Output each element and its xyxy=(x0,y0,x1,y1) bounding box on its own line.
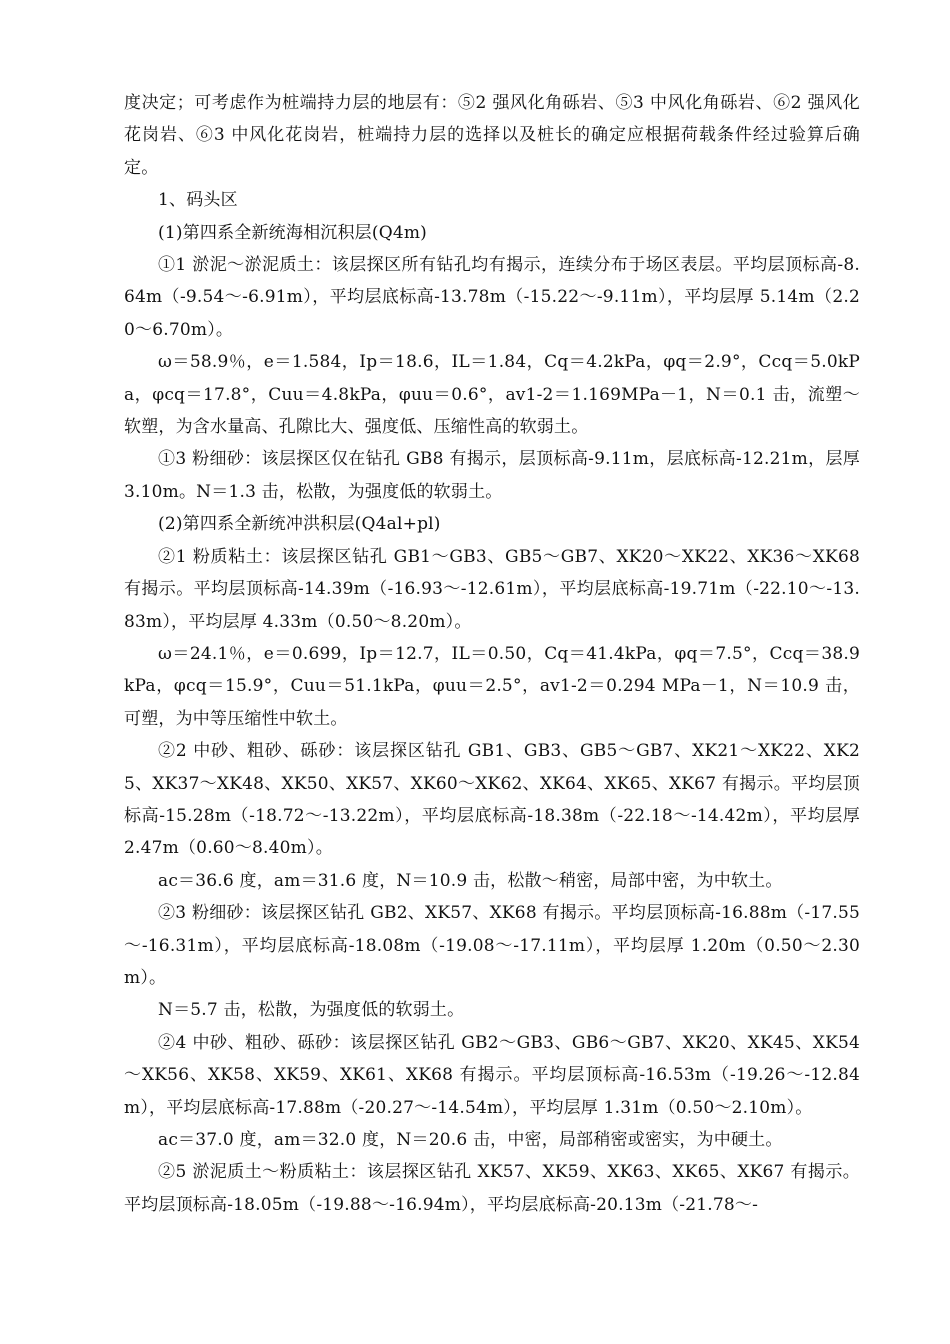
paragraph-layer-2-2: ②2 中砂、粗砂、砾砂：该层探区钻孔 GB1、GB3、GB5～GB7、XK21～XK22、XK25、XK37～XK48、XK50、XK57、XK60～XK62、XK64、XK65、XK67 有揭示。平均层顶标高-15.28m（-18.72～-13.22m），平均层底标高-18.38m（-22.18～-14.42m），平均层厚 2.47m（0.60～8.40m）。 xyxy=(124,741,860,859)
subsection-heading-alluvial-deposit: (2)第四系全新统冲洪积层(Q4al+pl) xyxy=(158,514,441,535)
paragraph-layer-1-1-params: ω＝58.9％，e＝1.584，Ip＝18.6，IL＝1.84，Cq＝4.2kPa，φq＝2.9°，Ccq＝5.0kPa，φcq＝17.8°，Cuu＝4.8kPa，φuu＝0.6°，av1-2＝1.169MPa－1，N＝0.1 击，流塑～软塑，为含水量高、孔隙比大、强度低、压缩性高的软弱土。 xyxy=(124,352,860,438)
paragraph-layer-2-3: ②3 粉细砂：该层探区钻孔 GB2、XK57、XK68 有揭示。平均层顶标高-16.88m（-17.55～-16.31m），平均层底标高-18.08m（-19.08～-17.11m），平均层厚 1.20m（0.50～2.30m）。 xyxy=(124,903,860,988)
paragraph-layer-2-3-params: N＝5.7 击，松散，为强度低的软弱土。 xyxy=(158,1000,465,1021)
paragraph-layer-2-4: ②4 中砂、粗砂、砾砂：该层探区钻孔 GB2～GB3、GB6～GB7、XK20、XK45、XK54～XK56、XK58、XK59、XK61、XK68 有揭示。平均层顶标高-16.53m（-19.26～-12.84m），平均层底标高-17.88m（-20.27～-14.54m），平均层厚 1.31m（0.50～2.10m）。 xyxy=(124,1032,860,1118)
section-heading-wharf-area: 1、码头区 xyxy=(158,190,238,211)
paragraph-layer-2-2-params: ac＝36.6 度，am＝31.6 度，N＝10.9 击，松散～稍密，局部中密，为中软土。 xyxy=(158,870,783,891)
paragraph-bearing-layer-conclusion: 度决定；可考虑作为桩端持力层的地层有：⑤2 强风化角砾岩、⑤3 中风化角砾岩、⑥2 强风化花岗岩、⑥3 中风化花岗岩，桩端持力层的选择以及桩长的确定应根据荷载条件经过验算后确定。 xyxy=(124,93,860,178)
document-body xyxy=(124,87,860,1221)
paragraph-layer-2-1: ②1 粉质粘土：该层探区钻孔 GB1～GB3、GB5～GB7、XK20～XK22、XK36～XK68 有揭示。平均层顶标高-14.39m（-16.93～-12.61m），平均层底标高-19.71m（-22.10～-13.83m），平均层厚 4.33m（0.50～8.20m）。 xyxy=(124,546,860,632)
paragraph-layer-2-4-params: ac＝37.0 度，am＝32.0 度，N＝20.6 击，中密，局部稍密或密实，为中硬土。 xyxy=(158,1130,783,1150)
paragraph-layer-1-1: ①1 淤泥～淤泥质土：该层探区所有钻孔均有揭示，连续分布于场区表层。平均层顶标高-8.64m（-9.54～-6.91m），平均层底标高-13.78m（-15.22～-9.11m），平均层厚 5.14m（2.20～6.70m）。 xyxy=(124,255,860,340)
paragraph-layer-2-1-params: ω＝24.1％，e＝0.699，Ip＝12.7，IL＝0.50，Cq＝41.4kPa，φq＝7.5°，Ccq＝38.9kPa，φcq＝15.9°，Cuu＝51.1kPa，φuu＝2.5°，av1-2＝0.294 MPa－1，N＝10.9 击，可塑，为中等压缩性中软土。 xyxy=(124,643,860,729)
paragraph-layer-1-3: ①3 粉细砂：该层探区仅在钻孔 GB8 有揭示，层顶标高-9.11m，层底标高-12.21m，层厚 3.10m。N＝1.3 击，松散，为强度低的软弱土。 xyxy=(124,449,860,502)
subsection-heading-marine-deposit: (1)第四系全新统海相沉积层(Q4m) xyxy=(158,222,428,243)
paragraph-layer-2-5: ②5 淤泥质土～粉质粘土：该层探区钻孔 XK57、XK59、XK63、XK65、XK67 有揭示。平均层顶标高-18.05m（-19.88～-16.94m），平均层底标高-20.13m（-21.78～- xyxy=(124,1162,860,1215)
